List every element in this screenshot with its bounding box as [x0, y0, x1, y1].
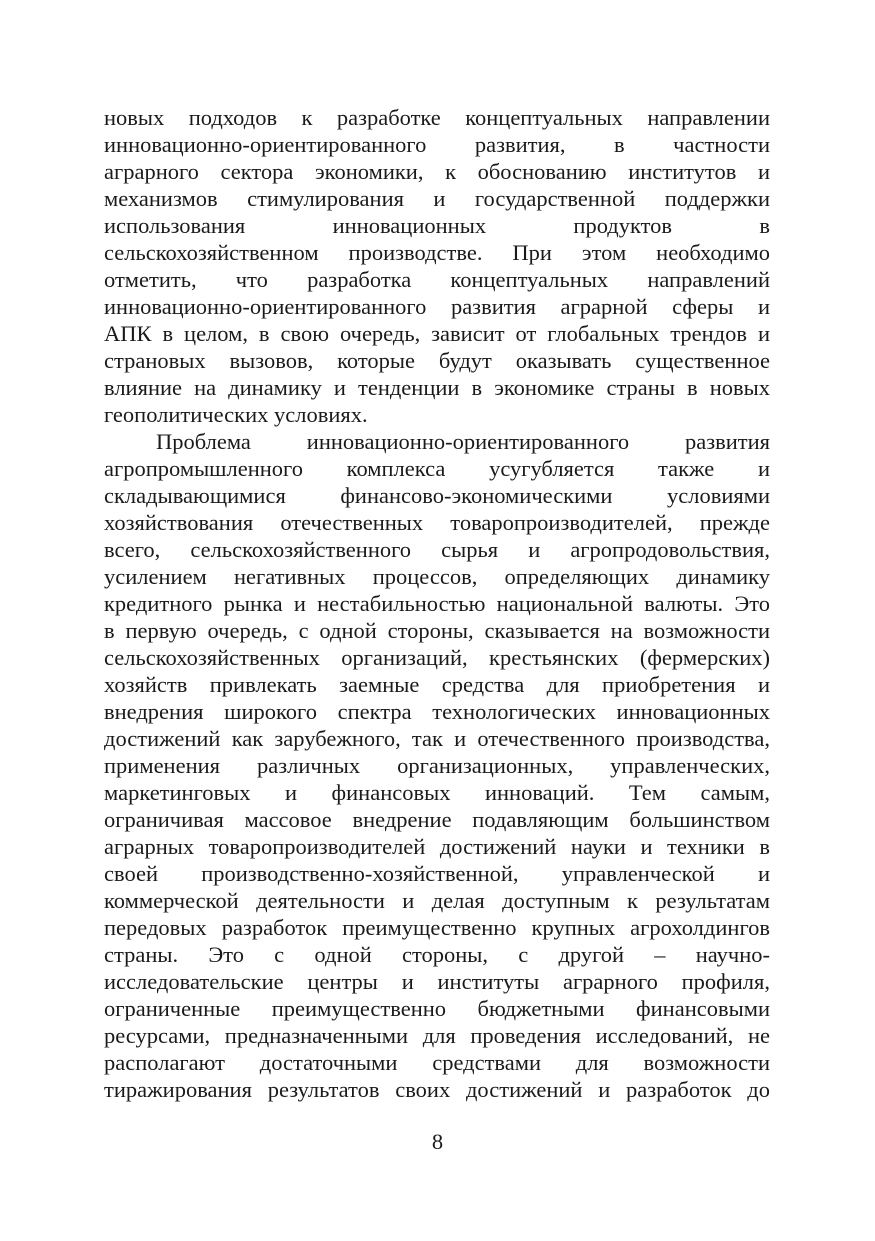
text-line: внедрения широкого спектра технологических инновационных [104, 699, 770, 724]
text-line: тиражирования результатов своих достижений и разработок до [104, 1077, 770, 1102]
text-line: влияние на динамику и тенденции в экономике страны в новых [104, 375, 770, 400]
text-line: страны. Это с одной стороны, с другой – научно- [104, 942, 770, 967]
text-line: усилением негативных процессов, определяющих динамику [104, 564, 770, 589]
text-line: отметить, что разработка концептуальных направлений [104, 267, 770, 292]
text-line: исследовательские центры и институты аграрного профиля, [104, 969, 770, 994]
text-line: своей производственно-хозяйственной, управленческой и [104, 861, 770, 886]
text-line: инновационно-ориентированного развития аграрной сферы и [104, 294, 770, 319]
text-line: аграрных товаропроизводителей достижений науки и техники в [104, 834, 770, 859]
text-line: передовых разработок преимущественно крупных агрохолдингов [104, 915, 770, 940]
text-line: коммерческой деятельности и делая доступным к результатам [104, 888, 770, 913]
text-line: применения различных организационных, управленческих, [104, 753, 770, 778]
text-line: механизмов стимулирования и государственной поддержки [104, 186, 770, 211]
text-line: инновационно-ориентированного развития, в частности [104, 132, 770, 157]
text-line: достижений как зарубежного, так и отечественного производства, [104, 726, 770, 751]
text-line: маркетинговых и финансовых инноваций. Тем самым, [104, 780, 770, 805]
text-line: хозяйствования отечественных товаропроизводителей, прежде [104, 510, 770, 535]
text-line: ресурсами, предназначенными для проведения исследований, не [104, 1023, 770, 1048]
text-line: всего, сельскохозяйственного сырья и агропродовольствия, [104, 537, 770, 562]
page-number: 8 [431, 1129, 444, 1154]
paragraph-1 [104, 104, 770, 428]
text-line: Проблема инновационно-ориентированного развития [156, 429, 770, 454]
text-line: кредитного рынка и нестабильностью национальной валюты. Это [104, 591, 770, 616]
text-line: аграрного сектора экономики, к обоснованию институтов и [104, 159, 770, 184]
text-line: ограничивая массовое внедрение подавляющим большинством [104, 807, 770, 832]
text-line: хозяйств привлекать заемные средства для приобретения и [104, 672, 770, 697]
text-line: складывающимися финансово-экономическими условиями [104, 483, 770, 508]
text-line: располагают достаточными средствами для возможности [104, 1050, 770, 1075]
text-line: в первую очередь, с одной стороны, сказывается на возможности [104, 618, 770, 643]
document-page [104, 104, 770, 1103]
text-line: ограниченные преимущественно бюджетными финансовыми [104, 996, 770, 1021]
text-line: использования инновационных продуктов в [104, 213, 770, 238]
text-line: агропромышленного комплекса усугубляется также и [104, 456, 770, 481]
text-line: новых подходов к разработке концептуальных направлении [104, 105, 770, 130]
text-line: сельскохозяйственных организаций, крестьянских (фермерских) [104, 645, 770, 670]
paragraph-2 [104, 428, 770, 1103]
text-line: сельскохозяйственном производстве. При этом необходимо [104, 240, 770, 265]
text-line: геополитических условиях. [104, 402, 368, 427]
text-line: АПК в целом, в свою очередь, зависит от глобальных трендов и [104, 321, 770, 346]
text-line: страновых вызовов, которые будут оказывать существенное [104, 348, 770, 373]
